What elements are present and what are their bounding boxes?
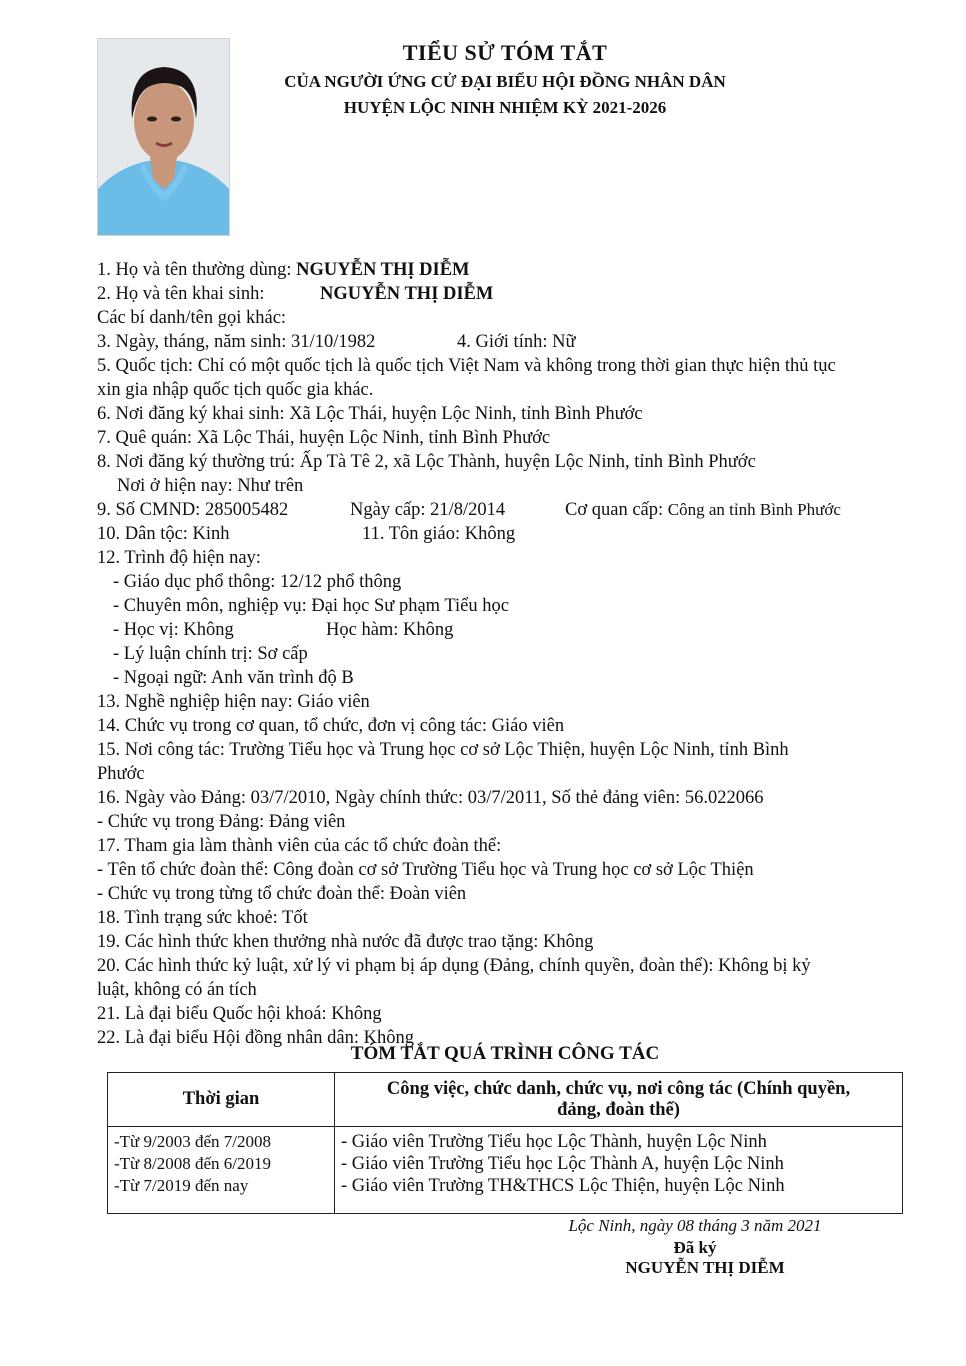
field-birthdate: 3. Ngày, tháng, năm sinh: 31/10/1982 bbox=[97, 332, 376, 352]
signature-status: Đã ký bbox=[673, 1238, 717, 1257]
field-value: Công an tỉnh Bình Phước bbox=[667, 500, 841, 519]
field-organization-role: - Chức vụ trong từng tổ chức đoàn thể: Đoàn viên bbox=[97, 884, 467, 904]
column-header-job bbox=[335, 1073, 903, 1127]
field-national-assembly: 21. Là đại biểu Quốc hội khoá: Không bbox=[97, 1004, 382, 1024]
field-foreign-language: - Ngoại ngữ: Anh văn trình độ B bbox=[113, 668, 354, 688]
time-cell bbox=[108, 1127, 335, 1214]
field-nationality-cont: xin gia nhập quốc tịch quốc gia khác. bbox=[97, 380, 374, 400]
document-title: TIỂU SỬ TÓM TẮT bbox=[402, 40, 608, 65]
field-residence: 8. Nơi đăng ký thường trú: Ấp Tà Tê 2, xã Lộc Thành, huyện Lộc Ninh, tỉnh Bình Phước bbox=[97, 452, 756, 472]
field-organizations-heading: 17. Tham gia làm thành viên của các tổ chức đoàn thể: bbox=[97, 836, 502, 856]
field-id-date: Ngày cấp: 21/8/2014 bbox=[350, 500, 506, 520]
list-item: -Từ 7/2019 đến nay bbox=[114, 1176, 249, 1196]
table-header-row bbox=[108, 1073, 903, 1127]
column-header-time: Thời gian bbox=[108, 1073, 335, 1127]
field-discipline-cont: luật, không có án tích bbox=[97, 980, 257, 1000]
list-item: -Từ 8/2008 đến 6/2019 bbox=[114, 1154, 272, 1174]
field-political-theory: - Lý luận chính trị: Sơ cấp bbox=[113, 644, 308, 664]
list-item: -Từ 9/2003 đến 7/2008 bbox=[114, 1132, 272, 1152]
field-birth-name-label: 2. Họ và tên khai sinh: bbox=[97, 284, 265, 304]
list-item: - Giáo viên Trường Tiểu học Lộc Thành A, huyện Lộc Ninh bbox=[341, 1154, 784, 1175]
document-term: HUYỆN LỘC NINH NHIỆM KỲ 2021-2026 bbox=[343, 98, 667, 117]
field-position: 14. Chức vụ trong cơ quan, tổ chức, đơn vị công tác: Giáo viên bbox=[97, 716, 565, 736]
field-workplace-cont: Phước bbox=[97, 764, 145, 784]
signature-name: NGUYỄN THỊ DIỄM bbox=[625, 1258, 785, 1277]
field-major: - Chuyên môn, nghiệp vụ: Đại học Sư phạm Tiểu học bbox=[113, 596, 509, 616]
field-discipline: 20. Các hình thức kỷ luật, xử lý vi phạm bị áp dụng (Đảng, chính quyền, đoàn thể): Không bị kỷ bbox=[97, 956, 811, 976]
field-gender: 4. Giới tính: Nữ bbox=[457, 332, 576, 352]
column-header-text: đảng, đoàn thể) bbox=[557, 1099, 680, 1120]
field-id-agency bbox=[565, 498, 841, 522]
field-value: NGUYỄN THỊ DIỄM bbox=[296, 260, 470, 280]
field-party-dates: 16. Ngày vào Đảng: 03/7/2010, Ngày chính thức: 03/7/2011, Số thẻ đảng viên: 56.022066 bbox=[97, 788, 764, 808]
column-header-text: Công việc, chức danh, chức vụ, nơi công tác (Chính quyền, bbox=[386, 1078, 851, 1099]
field-label: Cơ quan cấp: bbox=[565, 500, 668, 520]
field-nationality: 5. Quốc tịch: Chỉ có một quốc tịch là quốc tịch Việt Nam và không trong thời gian thực hiện thủ tục bbox=[97, 356, 836, 376]
field-birth-registration: 6. Nơi đăng ký khai sinh: Xã Lộc Thái, huyện Lộc Ninh, tỉnh Bình Phước bbox=[97, 404, 643, 424]
field-label: 1. Họ và tên thường dùng: bbox=[97, 260, 297, 280]
work-history-table bbox=[107, 1072, 903, 1214]
list-item: - Giáo viên Trường Tiểu học Lộc Thành, huyện Lộc Ninh bbox=[341, 1132, 767, 1153]
work-history-title: TÓM TẮT QUÁ TRÌNH CÔNG TÁC bbox=[350, 1043, 660, 1064]
field-general-education: - Giáo dục phổ thông: 12/12 phổ thông bbox=[113, 572, 402, 592]
field-occupation: 13. Nghề nghiệp hiện nay: Giáo viên bbox=[97, 692, 370, 712]
field-alias: Các bí danh/tên gọi khác: bbox=[97, 308, 287, 328]
field-health: 18. Tình trạng sức khoẻ: Tốt bbox=[97, 908, 308, 928]
field-ethnicity: 10. Dân tộc: Kinh bbox=[97, 524, 230, 544]
field-organization-name: - Tên tổ chức đoàn thể: Công đoàn cơ sở Trường Tiểu học và Trung học cơ sở Lộc Thiện bbox=[97, 860, 754, 880]
list-item: - Giáo viên Trường TH&THCS Lộc Thiện, huyện Lộc Ninh bbox=[341, 1176, 785, 1197]
field-workplace: 15. Nơi công tác: Trường Tiểu học và Trung học cơ sở Lộc Thiện, huyện Lộc Ninh, tỉnh Bình bbox=[97, 740, 789, 760]
field-peoples-council: 22. Là đại biểu Hội đồng nhân dân: Không bbox=[97, 1028, 415, 1048]
field-party-role: - Chức vụ trong Đảng: Đảng viên bbox=[97, 812, 346, 832]
document-subtitle: CỦA NGƯỜI ỨNG CỬ ĐẠI BIỂU HỘI ĐỒNG NHÂN DÂN bbox=[284, 72, 726, 91]
field-id-number: 9. Số CMND: 285005482 bbox=[97, 500, 289, 520]
field-common-name bbox=[97, 258, 470, 282]
table-row bbox=[108, 1127, 903, 1214]
portrait-photo bbox=[97, 38, 230, 236]
field-current-address: Nơi ở hiện nay: Như trên bbox=[117, 476, 304, 496]
field-awards: 19. Các hình thức khen thưởng nhà nước đã được trao tặng: Không bbox=[97, 932, 594, 952]
signature-place-date: Lộc Ninh, ngày 08 tháng 3 năm 2021 bbox=[568, 1216, 822, 1235]
job-cell bbox=[335, 1127, 903, 1214]
field-degree: - Học vị: Không bbox=[113, 620, 234, 640]
field-education-heading: 12. Trình độ hiện nay: bbox=[97, 548, 261, 568]
field-academic-title: Học hàm: Không bbox=[326, 620, 454, 640]
field-hometown: 7. Quê quán: Xã Lộc Thái, huyện Lộc Ninh, tỉnh Bình Phước bbox=[97, 428, 551, 448]
field-religion: 11. Tôn giáo: Không bbox=[362, 524, 516, 544]
field-birth-name-value: NGUYỄN THỊ DIỄM bbox=[320, 284, 494, 304]
